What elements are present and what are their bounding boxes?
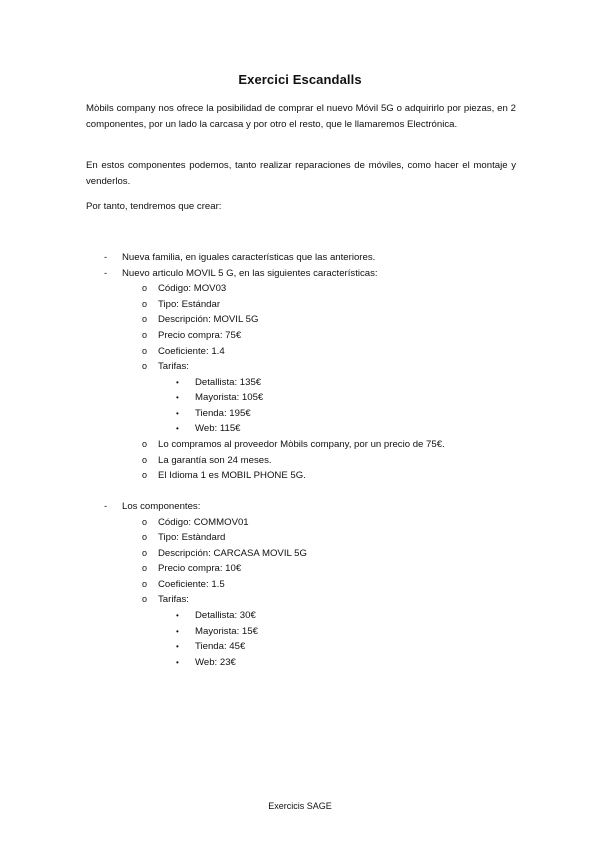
component-description: Descripción: CARCASA MOVIL 5G: [158, 548, 307, 559]
bullet-marker: •: [176, 658, 179, 667]
component-rates: Tarifas:: [158, 594, 189, 605]
bullet-marker: •: [176, 424, 179, 433]
component-rate-web: Web: 23€: [195, 657, 236, 668]
component-rate-wholesale: Mayorista: 15€: [195, 626, 258, 637]
sub-bullet: o: [142, 346, 148, 356]
bullet-marker: •: [176, 642, 179, 651]
component-code: Código: COMMOV01: [158, 517, 249, 528]
sub-bullet: o: [142, 548, 148, 558]
detail-supplier: Lo compramos al proveedor Mòbils company, por un precio de 75€.: [158, 439, 445, 450]
sub-bullet: o: [142, 299, 148, 309]
bullet-marker: •: [176, 409, 179, 418]
detail-price: Precio compra: 75€: [158, 330, 242, 341]
detail-warranty: La garantía son 24 meses.: [158, 455, 272, 466]
detail-coefficient: Coeficiente: 1.4: [158, 346, 225, 357]
sub-bullet: o: [142, 283, 148, 293]
dash-marker: -: [104, 252, 108, 263]
rate-retail: Detallista: 135€: [195, 377, 262, 388]
document-title: Exercici Escandalls: [238, 72, 362, 87]
detail-description: Descripción: MOVIL 5G: [158, 314, 259, 325]
list-item-components: Los componentes:: [122, 501, 201, 512]
page-footer: Exercicis SAGE: [268, 801, 332, 811]
components-paragraph: En estos componentes podemos, tanto realizar reparaciones de móviles, como hacer el montaje y venderlos.: [86, 160, 516, 187]
detail-rates: Tarifas:: [158, 361, 189, 372]
sub-bullet: o: [142, 517, 148, 527]
list-item-article: Nuevo articulo MOVIL 5 G, en las siguientes características:: [122, 268, 378, 279]
dash-marker: -: [104, 268, 108, 279]
rate-wholesale: Mayorista: 105€: [195, 392, 264, 403]
dash-marker: -: [104, 501, 108, 512]
sub-bullet: o: [142, 470, 148, 480]
rate-web: Web: 115€: [195, 423, 241, 434]
detail-language: El Idioma 1 es MOBIL PHONE 5G.: [158, 470, 306, 481]
bullet-marker: •: [176, 611, 179, 620]
sub-bullet: o: [142, 594, 148, 604]
bullet-marker: •: [176, 627, 179, 636]
bullet-marker: •: [176, 393, 179, 402]
component-rate-store: Tienda: 45€: [195, 641, 246, 652]
sub-bullet: o: [142, 439, 148, 449]
sub-bullet: o: [142, 314, 148, 324]
todo-paragraph: Por tanto, tendremos que crear:: [86, 201, 222, 212]
intro-paragraph: Mòbils company nos ofrece la posibilidad de comprar el nuevo Móvil 5G o adquirirlo por piezas, en 2 componentes, por un lado la carcasa y por otro el resto, que le llamaremos Electrónica.: [86, 103, 516, 130]
sub-bullet: o: [142, 532, 148, 542]
detail-code: Código: MOV03: [158, 283, 227, 294]
rate-store: Tienda: 195€: [195, 408, 251, 419]
sub-bullet: o: [142, 579, 148, 589]
component-coefficient: Coeficiente: 1.5: [158, 579, 225, 590]
component-price: Precio compra: 10€: [158, 563, 242, 574]
sub-bullet: o: [142, 330, 148, 340]
component-rate-retail: Detallista: 30€: [195, 610, 256, 621]
sub-bullet: o: [142, 361, 148, 371]
list-item-family: Nueva familia, en iguales características que las anteriores.: [122, 252, 376, 263]
detail-type: Tipo: Estándar: [158, 299, 221, 310]
sub-bullet: o: [142, 455, 148, 465]
component-type: Tipo: Estàndard: [158, 532, 226, 543]
bullet-marker: •: [176, 378, 179, 387]
sub-bullet: o: [142, 563, 148, 573]
